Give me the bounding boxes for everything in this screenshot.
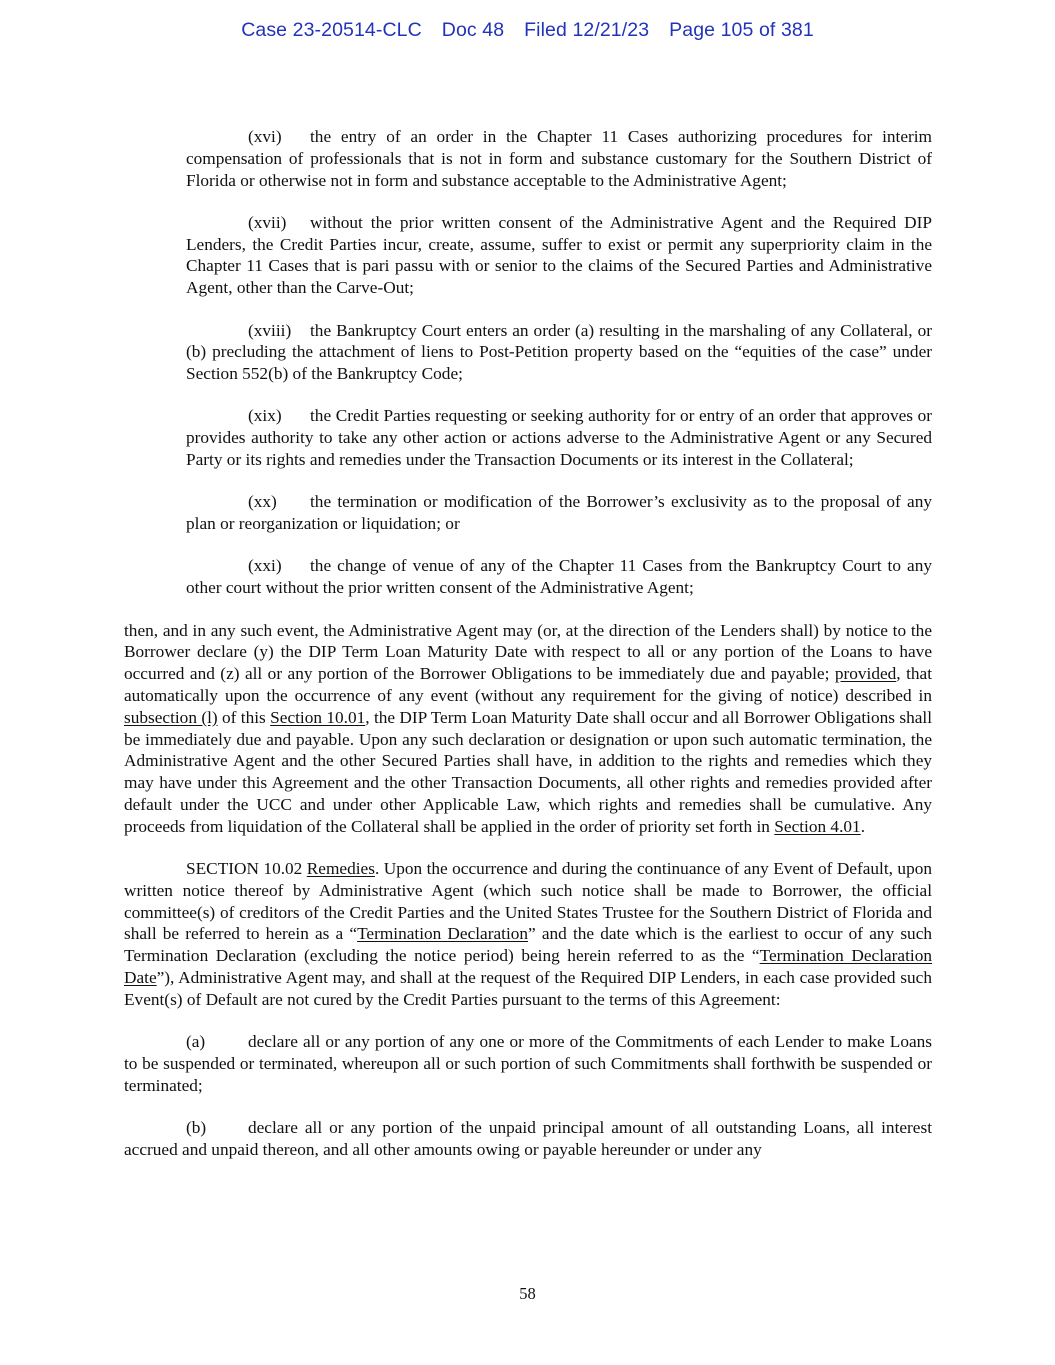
then-text-4: , the DIP Term Loan Maturity Date shall occur and all Borrower Obligations shall be immediately due and payable. Upon any such declaration or designation or upon such automatic termination, the Administrative Agent and the other Secured Parties shall have, in addition to the rights and remedies which they may have under this Agreement and the other Transaction Documents, all other rights and remedies provided after default under the UCC and under other Applicable Law, which rights and remedies shall be cumulative. Any proceeds from liquidation of the Collateral shall be applied in the order of priority set forth in [124,707,933,836]
section-10-02 [124,858,932,1011]
case-number: Case 23-20514-CLC [241,19,422,41]
item-label: (xvi) [248,127,282,146]
item-text: the entry of an order in the Chapter 11 Cases authorizing procedures for interim compensation of professionals that is not in form and substance customary for the Southern District of Florida or otherwise not in form and substance acceptable to the Administrative Agent; [186,127,932,190]
section-reference-2: Section 4.01 [774,816,861,836]
item-label: (xix) [248,406,282,426]
defined-term-2: Termination Declaration Date [124,946,932,987]
section-title: Remedies [306,859,375,879]
list-item [186,491,932,535]
list-item [186,405,932,470]
filed-date: Filed 12/21/23 [524,19,650,41]
list-item [186,126,932,191]
subsection-reference: subsection (l) [124,707,218,727]
then-paragraph [124,620,932,838]
remedy-item [124,1031,932,1096]
item-label: (xvii) [248,212,287,232]
item-label: (xxi) [248,556,282,576]
section-reference: Section 10.01 [270,707,366,727]
section-text-2: ” and the date which is the earliest to occur of any such Termination Declaration (excluding the notice period) being herein referred to as the “ [124,924,933,966]
page-count: Page 105 of 381 [669,19,814,41]
doc-number: Doc 48 [441,19,505,41]
provided-term: provided [834,664,897,684]
list-item [186,212,932,299]
remedy-label: (a) [186,1032,206,1052]
item-text: without the prior written consent of the Administrative Agent and the Required DIP Lenders, the Credit Parties incur, create, assume, suffer to exist or permit any superpriority claim in the Chapter 11 Cases that is pari passu with or senior to the claims of the Secured Parties and Administrative Agent, other than the Carve-Out; [186,212,932,298]
then-text-1: then, and in any such event, the Administrative Agent may (or, at the direction of the Lenders shall) by notice to the Borrower declare (y) the DIP Term Loan Maturity Date with respect to all or any portion of the Loans to have occurred and (z) all or any portion of the Borrower Obligations to be immediately due and payable; [124,620,932,684]
remedy-text: declare all or any portion of the unpaid principal amount of all outstanding Loans, all interest accrued and unpaid thereon, and all other amounts owing or payable hereunder or under any [124,1117,932,1159]
then-text-3: of this [217,707,271,727]
item-text: the termination or modification of the Borrower’s exclusivity as to the proposal of any plan or reorganization or liquidation; or [186,492,932,534]
section-text-1: . Upon the occurrence and during the continuance of any Event of Default, upon written notice thereof by Administrative Agent (which such notice shall be made to Borrower, the official committee(s) of creditors of the Credit Parties and the United States Trustee for the Southern District of Florida and shall be referred to herein as a “ [124,859,932,944]
list-item [186,555,932,599]
item-text: the Bankruptcy Court enters an order (a) resulting in the marshaling of any Collateral, or (b) precluding the attachment of liens to Post-Petition property based on the “equities of the case” under Section 552(b) of the Bankruptcy Code; [186,320,932,384]
item-label: (xviii) [248,320,292,340]
then-text-5: . [860,816,866,836]
case-header [0,19,1055,42]
item-label: (xx) [248,492,277,512]
section-heading: SECTION 10.02 [186,859,307,879]
remedy-text: declare all or any portion of any one or more of the Commitments of each Lender to make Loans to be suspended or terminated, whereupon all or such portion of such Commitments shall forthwith be suspended or terminated; [124,1032,932,1095]
defined-term: Termination Declaration [357,924,529,944]
list-item [186,320,932,385]
item-text: the Credit Parties requesting or seeking authority for or entry of an order that approves or provides authority to take any other action or actions adverse to the Administrative Agent or any Secured Party or its rights and remedies under the Transaction Documents or its interest in the Collateral; [186,406,932,470]
remedy-label: (b) [186,1117,207,1137]
remedy-item [124,1117,932,1161]
item-text: the change of venue of any of the Chapter 11 Cases from the Bankruptcy Court to any other court without the prior written consent of the Administrative Agent; [186,556,932,598]
document-body [124,126,932,1181]
section-text-3: ”), Administrative Agent may, and shall at the request of the Required DIP Lenders, in each case provided such Event(s) of Default are not cured by the Credit Parties pursuant to the terms of this Agreement: [124,968,932,1009]
page-number: 58 [519,1284,536,1303]
then-text-2: , that automatically upon the occurrence of any event (without any requirement for the giving of notice) described in [124,664,932,705]
